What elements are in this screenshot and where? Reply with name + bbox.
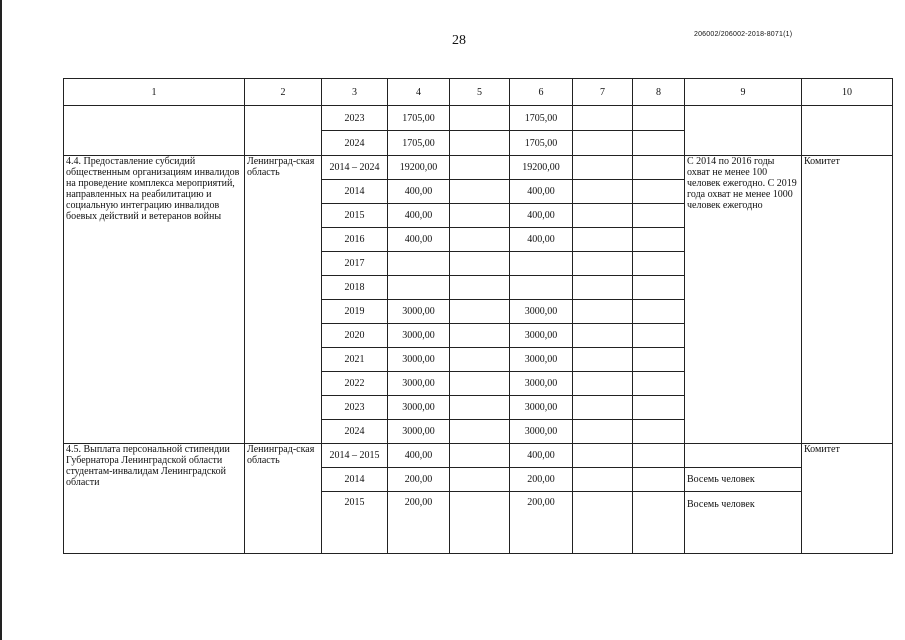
table-row xyxy=(64,156,893,180)
item-4-5-region: Ленинград-ская область xyxy=(245,444,322,554)
empty-cell xyxy=(573,468,633,492)
empty-cell xyxy=(633,420,685,444)
year-cell: 2014 – 2015 xyxy=(322,444,388,468)
empty-cell xyxy=(573,324,633,348)
note-cell: Восемь человек xyxy=(685,468,802,492)
year-cell: 2020 xyxy=(322,324,388,348)
total-cell: 3000,00 xyxy=(388,324,450,348)
empty-cell xyxy=(685,106,802,156)
total-cell: 3000,00 xyxy=(388,372,450,396)
empty-cell xyxy=(450,252,510,276)
note-cell: Восемь человек xyxy=(685,492,802,554)
empty-cell xyxy=(450,156,510,180)
empty-cell xyxy=(633,492,685,554)
item-4-5-executor: Комитет xyxy=(802,444,893,554)
empty-cell xyxy=(633,156,685,180)
year-cell: 2014 – 2024 xyxy=(322,156,388,180)
empty-cell xyxy=(450,300,510,324)
empty-cell xyxy=(450,396,510,420)
empty-cell xyxy=(633,228,685,252)
year-cell: 2018 xyxy=(322,276,388,300)
empty-cell xyxy=(450,348,510,372)
year-cell: 2023 xyxy=(322,106,388,131)
total-cell: 400,00 xyxy=(388,180,450,204)
empty-cell xyxy=(633,131,685,156)
empty-cell xyxy=(450,444,510,468)
year-cell: 2016 xyxy=(322,228,388,252)
year-cell: 2024 xyxy=(322,131,388,156)
amount-cell: 400,00 xyxy=(510,180,573,204)
header-cell: 2 xyxy=(245,79,322,106)
total-cell: 1705,00 xyxy=(388,131,450,156)
empty-cell xyxy=(450,420,510,444)
empty-cell xyxy=(64,106,245,156)
empty-cell xyxy=(573,300,633,324)
empty-cell xyxy=(450,204,510,228)
note-cell xyxy=(685,444,802,468)
empty-cell xyxy=(633,324,685,348)
item-4-4-executor: Комитет xyxy=(802,156,893,444)
total-cell xyxy=(388,276,450,300)
amount-cell: 400,00 xyxy=(510,204,573,228)
empty-cell xyxy=(573,372,633,396)
amount-cell xyxy=(510,276,573,300)
header-cell: 8 xyxy=(633,79,685,106)
amount-cell: 3000,00 xyxy=(510,372,573,396)
document-id: 206002/206002-2018-8071(1) xyxy=(694,31,793,38)
empty-cell xyxy=(573,131,633,156)
item-4-4-region: Ленинград-ская область xyxy=(245,156,322,444)
empty-cell xyxy=(633,180,685,204)
empty-cell xyxy=(802,106,893,156)
table-row xyxy=(64,106,893,131)
empty-cell xyxy=(633,468,685,492)
item-4-4-note: С 2014 по 2016 годы охват не менее 100 человек ежегодно. С 2019 года охват не менее 1000 человек ежегодно xyxy=(685,156,802,444)
empty-cell xyxy=(450,228,510,252)
empty-cell xyxy=(573,180,633,204)
header-cell: 10 xyxy=(802,79,893,106)
empty-cell xyxy=(573,228,633,252)
total-cell: 3000,00 xyxy=(388,300,450,324)
year-cell: 2014 xyxy=(322,180,388,204)
empty-cell xyxy=(633,106,685,131)
year-cell: 2024 xyxy=(322,420,388,444)
total-cell: 3000,00 xyxy=(388,396,450,420)
total-cell: 1705,00 xyxy=(388,106,450,131)
empty-cell xyxy=(633,252,685,276)
empty-cell xyxy=(633,372,685,396)
program-table xyxy=(63,78,893,554)
year-cell: 2015 xyxy=(322,204,388,228)
empty-cell xyxy=(573,444,633,468)
empty-cell xyxy=(245,106,322,156)
amount-cell: 3000,00 xyxy=(510,300,573,324)
empty-cell xyxy=(450,468,510,492)
total-cell: 200,00 xyxy=(388,492,450,554)
empty-cell xyxy=(633,300,685,324)
total-cell: 400,00 xyxy=(388,228,450,252)
empty-cell xyxy=(573,156,633,180)
item-4-5-name: 4.5. Выплата персональной стипендии Губернатора Ленинградской области студентам-инвалидам Ленинградской области xyxy=(64,444,245,554)
empty-cell xyxy=(450,372,510,396)
year-cell: 2015 xyxy=(322,492,388,554)
amount-cell: 3000,00 xyxy=(510,348,573,372)
amount-cell: 400,00 xyxy=(510,444,573,468)
header-cell: 1 xyxy=(64,79,245,106)
empty-cell xyxy=(633,204,685,228)
total-cell xyxy=(388,252,450,276)
table-row xyxy=(64,444,893,468)
year-cell: 2019 xyxy=(322,300,388,324)
empty-cell xyxy=(573,276,633,300)
amount-cell: 400,00 xyxy=(510,228,573,252)
amount-cell: 200,00 xyxy=(510,492,573,554)
total-cell: 400,00 xyxy=(388,444,450,468)
item-4-4-name: 4.4. Предоставление субсидий общественным организациям инвалидов на проведение комплекса мероприятий, направленных на реабилитацию и социальную интеграцию инвалидов боевых действий и ветеранов войны xyxy=(64,156,245,444)
year-cell: 2014 xyxy=(322,468,388,492)
empty-cell xyxy=(573,348,633,372)
amount-cell: 19200,00 xyxy=(510,156,573,180)
total-cell: 3000,00 xyxy=(388,348,450,372)
empty-cell xyxy=(633,348,685,372)
total-cell: 200,00 xyxy=(388,468,450,492)
amount-cell: 1705,00 xyxy=(510,131,573,156)
total-cell: 3000,00 xyxy=(388,420,450,444)
header-cell: 7 xyxy=(573,79,633,106)
empty-cell xyxy=(573,396,633,420)
table-header-row xyxy=(64,79,893,106)
empty-cell xyxy=(450,276,510,300)
year-cell: 2017 xyxy=(322,252,388,276)
empty-cell xyxy=(573,106,633,131)
empty-cell xyxy=(633,444,685,468)
header-cell: 6 xyxy=(510,79,573,106)
empty-cell xyxy=(450,106,510,131)
amount-cell: 3000,00 xyxy=(510,324,573,348)
empty-cell xyxy=(633,396,685,420)
header-cell: 5 xyxy=(450,79,510,106)
header-cell: 9 xyxy=(685,79,802,106)
amount-cell: 200,00 xyxy=(510,468,573,492)
empty-cell xyxy=(573,204,633,228)
empty-cell xyxy=(450,131,510,156)
year-cell: 2022 xyxy=(322,372,388,396)
header-cell: 3 xyxy=(322,79,388,106)
empty-cell xyxy=(573,492,633,554)
page-number: 28 xyxy=(452,33,466,48)
empty-cell xyxy=(450,492,510,554)
amount-cell xyxy=(510,252,573,276)
total-cell: 400,00 xyxy=(388,204,450,228)
empty-cell xyxy=(450,324,510,348)
page-left-border xyxy=(0,0,2,640)
year-cell: 2021 xyxy=(322,348,388,372)
empty-cell xyxy=(633,276,685,300)
empty-cell xyxy=(573,420,633,444)
header-cell: 4 xyxy=(388,79,450,106)
amount-cell: 3000,00 xyxy=(510,396,573,420)
total-cell: 19200,00 xyxy=(388,156,450,180)
year-cell: 2023 xyxy=(322,396,388,420)
amount-cell: 1705,00 xyxy=(510,106,573,131)
amount-cell: 3000,00 xyxy=(510,420,573,444)
empty-cell xyxy=(573,252,633,276)
empty-cell xyxy=(450,180,510,204)
